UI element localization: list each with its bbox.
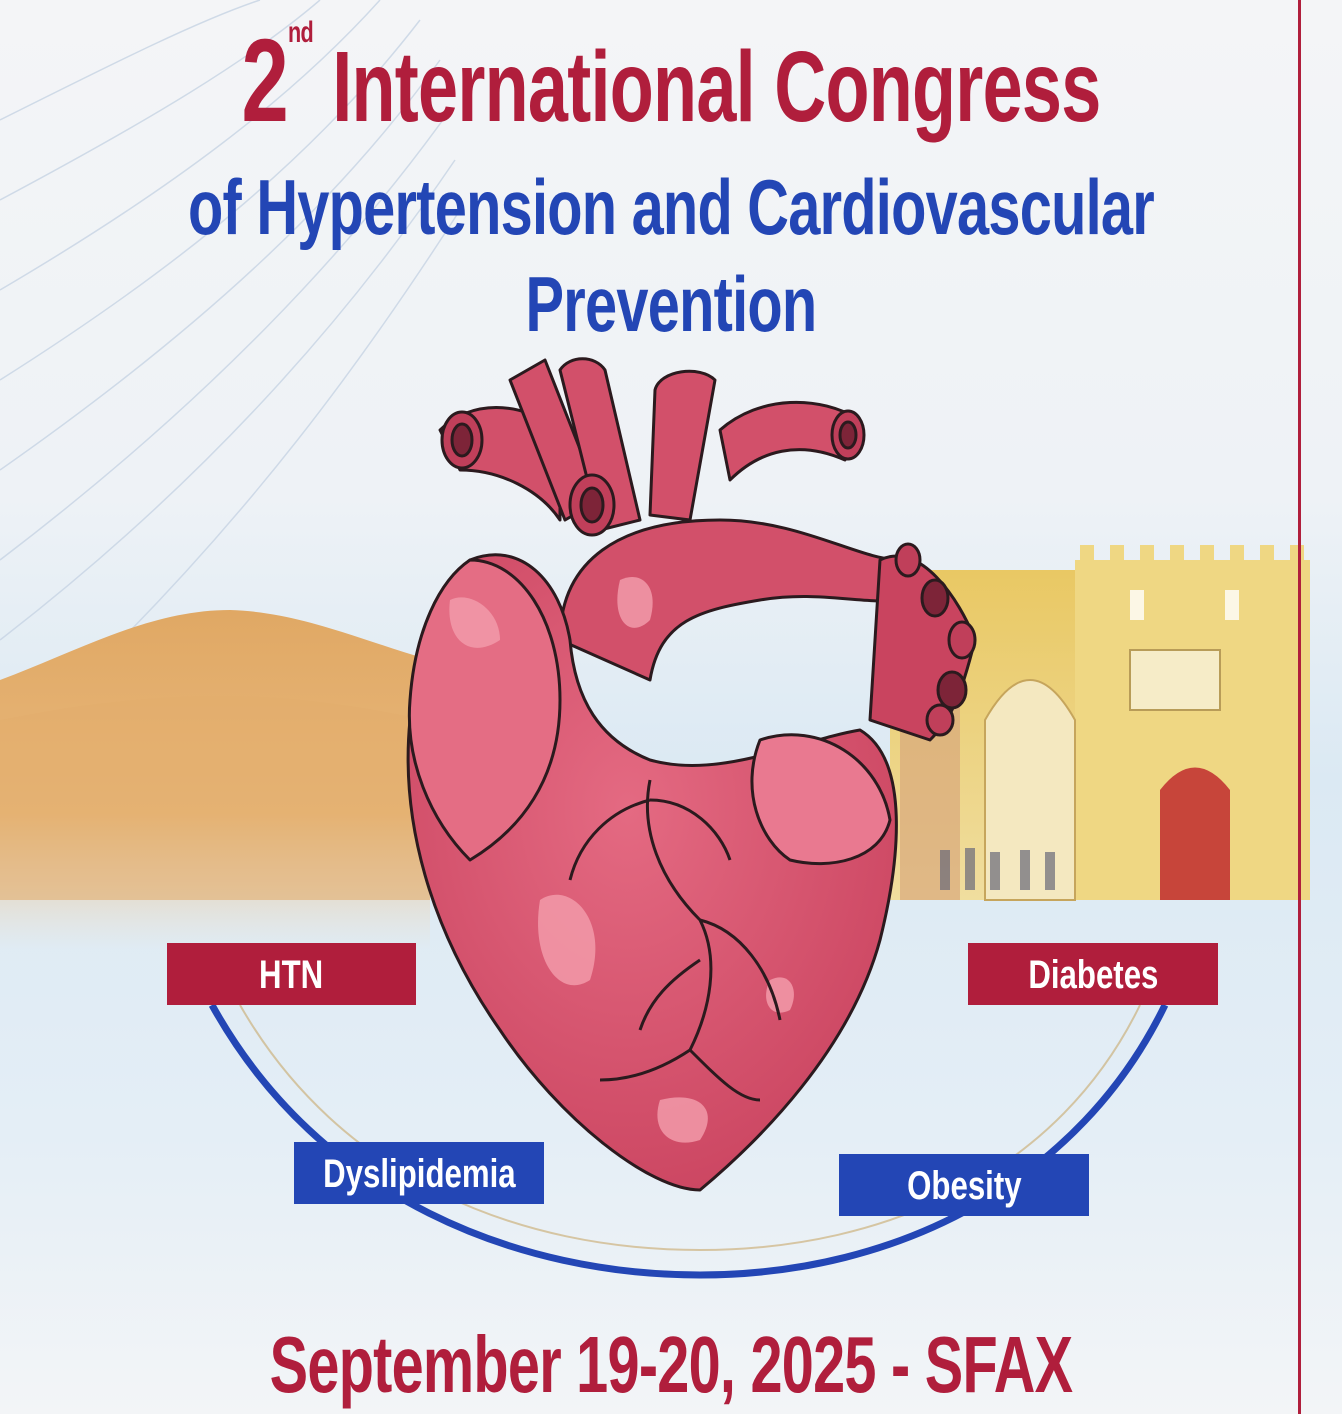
ordinal-suffix: nd [288,16,313,49]
title-line-2: of Hypertension and Cardiovascular [188,163,1154,251]
label-diabetes [968,943,1218,1005]
title-main: International Congress [332,31,1101,143]
date-location: September 19-20, 2025 - SFAX [269,1320,1073,1409]
label-obesity-text: Obesity [906,1164,1022,1208]
ordinal-number: 2 [241,15,289,147]
label-dyslipidemia [294,1142,544,1204]
title-line-1 [188,15,1154,147]
label-dyslipidemia-text: Dyslipidemia [322,1152,516,1196]
title-line-3: Prevention [525,260,817,348]
label-diabetes-text: Diabetes [1027,953,1159,997]
label-obesity [839,1154,1089,1216]
label-htn [167,943,416,1005]
desert-dunes [0,610,430,950]
label-htn-text: HTN [259,953,324,997]
page-edge-line [1298,0,1301,1414]
